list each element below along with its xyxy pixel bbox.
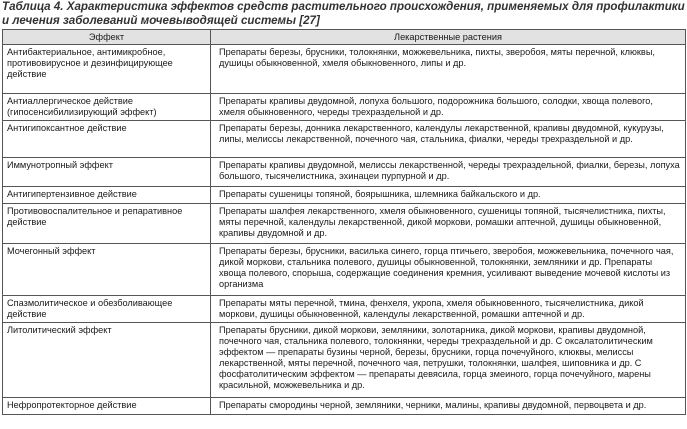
table-row [3,94,686,121]
remedies-cell: Препараты крапивы двудомной, лопуха большого, подорожника большого, солодки, хвоща полевого, хмеля обыкновенного, череды трехраздельной и др. [211,94,686,121]
effect-cell: Антигипертензивное действие [3,187,211,204]
remedies-cell: Препараты смородины черной, земляники, черники, малины, крапивы двудомной, первоцвета и др. [211,398,686,415]
remedies-cell: Препараты крапивы двудомной, мелиссы лекарственной, череды трехраздельной, фиалки, березы, лопуха большого, тысячелистника, эхинацеи пурпурной и др. [211,158,686,187]
effect-cell: Антиаллергическое действие (гипосенсибилизирующий эффект) [3,94,211,121]
remedies-cell: Препараты брусники, дикой моркови, земляники, золотарника, дикой моркови, крапивы двудомной, почечного чая, стальника полевого, толокнянки, череды трехраздельной и др. С оксалатолитическим эффектом — препараты бузины черной, березы, брусники, горца почечуйного, клюквы, мелиссы лекарственной, мяты перечной, почечного чая, петрушки, толокнянки, шалфея, шиповника и др. С фосфатолитическим эффектом — препараты девясила, горца змеиного, горца почечуйного, марены красильной, можжевельника и др. [211,323,686,398]
table-row [3,158,686,187]
table-row [3,323,686,398]
effect-cell: Литолитический эффект [3,323,211,398]
table-row [3,398,686,415]
effect-cell: Спазмолитическое и обезболивающее действие [3,296,211,323]
remedies-cell: Препараты мяты перечной, тмина, фенхеля, укропа, хмеля обыкновенного, тысячелистника, дикой моркови, душицы обыкновенной, календулы лекарственной, ромашки аптечной и др. [211,296,686,323]
remedies-cell: Препараты березы, донника лекарственного, календулы лекарственной, крапивы двудомной, кукурузы, липы, мелиссы лекарственной, почечного чая, стальника, фиалки, череды трехраздельной и др. [211,121,686,158]
effect-cell: Антигипоксантное действие [3,121,211,158]
effect-cell: Нефропротекторное действие [3,398,211,415]
table-caption: Таблица 4. Характеристика эффектов средств растительного происхождения, применяемых для профилактики и лечения заболеваний мочевыводящей системы [27] [2,0,685,27]
effect-cell: Противовоспалительное и репаративное действие [3,204,211,244]
remedies-cell: Препараты сушеницы топяной, боярышника, шлемника байкальского и др. [211,187,686,204]
effect-cell: Мочегонный эффект [3,244,211,296]
table-row [3,244,686,296]
table-header-row [3,30,686,45]
remedies-cell: Препараты шалфея лекарственного, хмеля обыкновенного, сушеницы топяной, тысячелистника, пихты, мяты перечной, календулы лекарственной, дикой моркови, ромашки аптечной, душицы обыкновенной, крапивы двудомной и др. [211,204,686,244]
effect-cell: Иммунотропный эффект [3,158,211,187]
effect-cell: Антибактериальное, антимикробное, противовирусное и дезинфицирующее действие [3,45,211,94]
effects-table [2,29,686,415]
header-remedies: Лекарственные растения [211,30,686,45]
remedies-cell: Препараты березы, брусники, толокнянки, можжевельника, пихты, зверобоя, мяты перечной, клюквы, душицы обыкновенной, хмеля обыкновенного, липы и др. [211,45,686,94]
table-row [3,121,686,158]
table-row [3,187,686,204]
table-row [3,296,686,323]
table-row [3,204,686,244]
table-row [3,45,686,94]
header-effect: Эффект [3,30,211,45]
remedies-cell: Препараты березы, брусники, василька синего, горца птичьего, зверобоя, можжевельника, почечного чая, дикой моркови, стальника полевого, душицы обыкновенной, толокнянки, земляники и др. Препараты хвоща полевого, спорыша, содержащие соединения кремния, усиливают выведение мочевой кислоты из организма [211,244,686,296]
